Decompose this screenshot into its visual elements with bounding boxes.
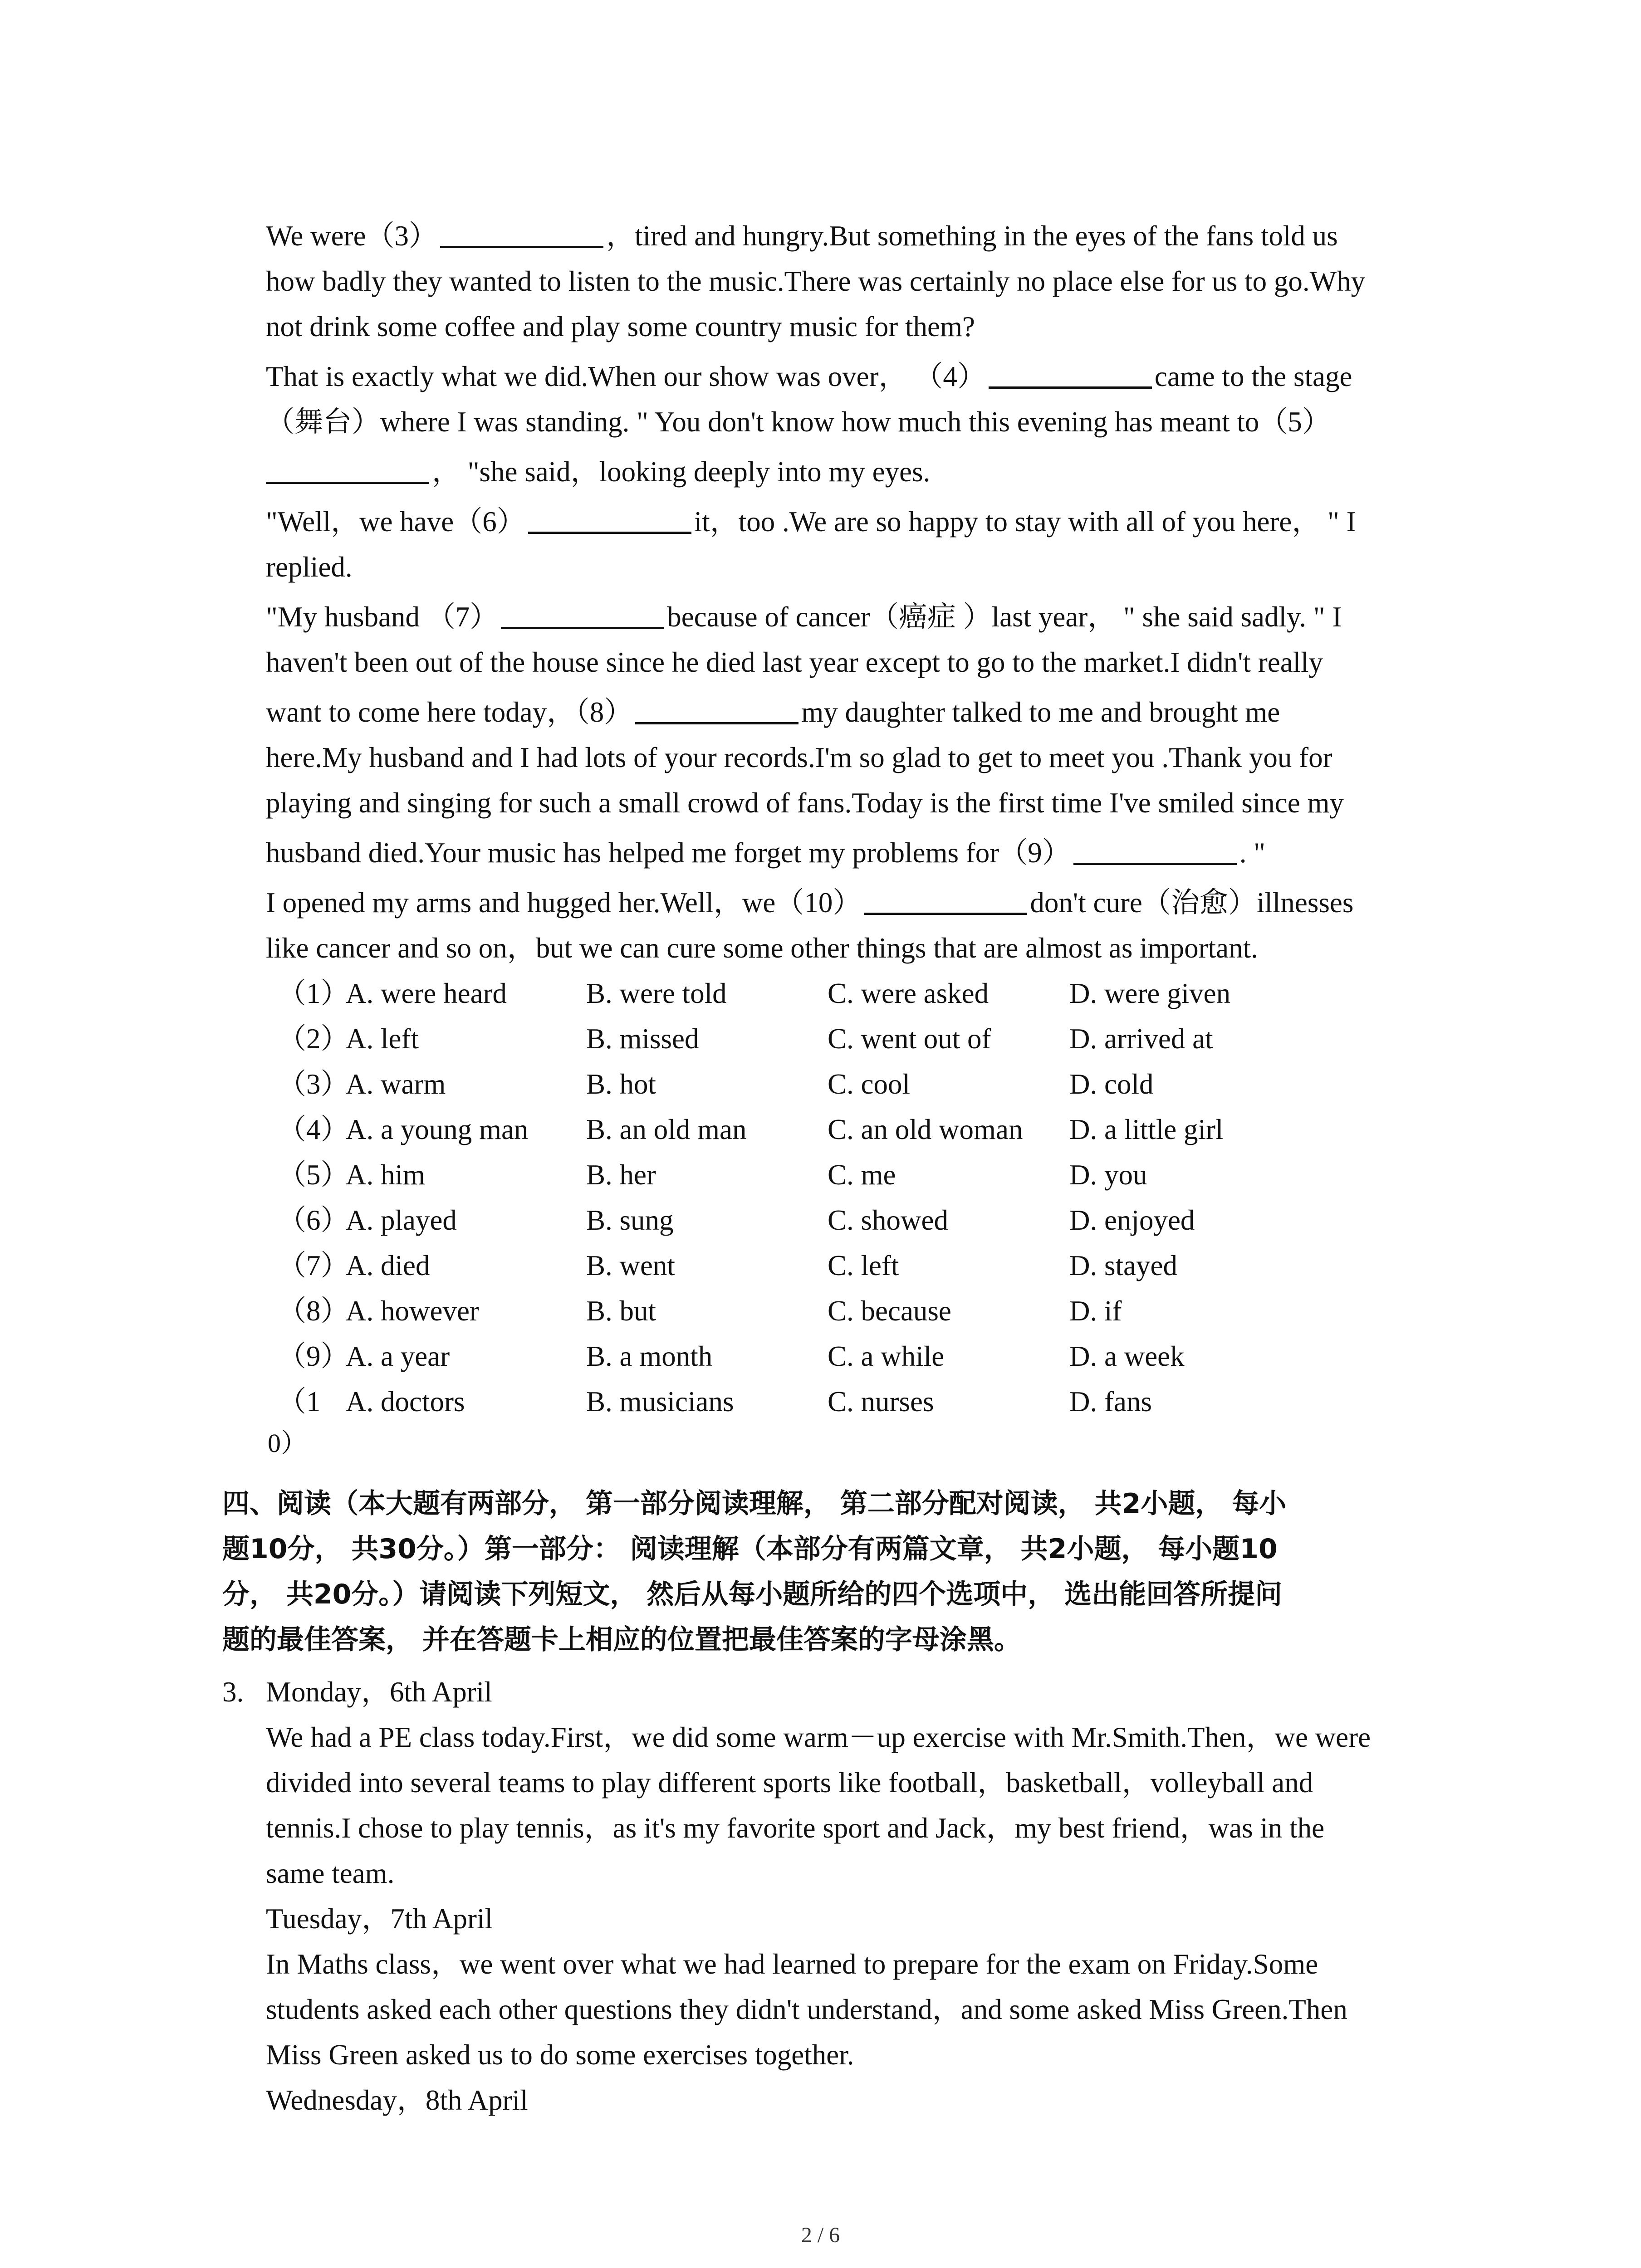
section-heading: 题的最佳答案， 并在答题卡上相应的位置把最佳答案的字母涂黑。 <box>222 1624 1021 1656</box>
passage-line: how badly they wanted to listen to the music.There was certainly no place else for us to go.Why <box>266 265 1366 297</box>
passage-line: I opened my arms and hugged her.Well，we（10） don't cure（治愈）illnesses <box>266 884 1353 922</box>
option-d[interactable]: D. a little girl <box>1069 1114 1224 1145</box>
passage-line: That is exactly what we did.When our show was over， （4） came to the stage <box>266 357 1352 396</box>
answer-blank[interactable] <box>864 885 1027 915</box>
option-a[interactable]: A. left <box>346 1023 419 1055</box>
option-c[interactable]: C. an old woman <box>828 1114 1023 1145</box>
passage-line: playing and singing for such a small crowd of fans.Today is the first time I've smiled since my <box>266 787 1344 819</box>
passage-line: Wednesday，8th April <box>266 2084 528 2116</box>
passage-line: same team. <box>266 1857 395 1889</box>
option-a[interactable]: A. were heard <box>346 978 507 1009</box>
passage-line: In Maths class，we went over what we had learned to prepare for the exam on Friday.Some <box>266 1948 1318 1980</box>
option-c[interactable]: C. me <box>828 1159 896 1191</box>
passage-line: Miss Green asked us to do some exercises together. <box>266 2039 854 2071</box>
passage-line: divided into several teams to play different sports like football，basketball，volleyball and <box>266 1767 1313 1799</box>
passage-line: like cancer and so on，but we can cure some other things that are almost as important. <box>266 932 1258 964</box>
exam-page: We were（3） ，tired and hungry.But something in the eyes of the fans told us how badly they wanted to listen to the music.There was certainly no place else for us to go.Why not drink some coffee and play some country music for them? That is exactly what we did.When our show was over， （4） came to the stage （舞台）where I was standing. " You don't know how much this evening has meant to（5） ， "she said，looking deeply into my eyes. "Well，we have（6） it，too .We are so happy to stay with all of you here， " I replied. "My husband （7） because of cancer（癌症 ）last year， " she said sadly. " I haven't been out of the house since he died last year except to go to the market.I didn't really want to come here today，（8） my daughter talked to me and brought me here.My husband and I had lots of your records.I'm so glad to get to meet you .Thank you for playing and singing for such a small crowd of fans.Today is the first time I've smiled since my husband died.Your music has helped me forget my problems for（9） . " I opened my arms and hugged her.Well，we（10） don't cure（治愈）illnesses like cancer and so on，but we can cure some other things that are almost as important. （1） A. were heard B. were told C. were asked D. were given （2） A. left B. missed C. went out of D. arrived at （3） A. warm B. hot C. cool D. cold （4） A. a young man B. an old man C. an old woman D. a little girl （5） A. him B. her C. me D. you （6） A. played B. sung C. showed D. enjoyed （7） A. died B. went C. left D. stayed （8） A. however B. but C. because D. if （9） A. a year B. a month C. a while D. a week （1 A. doctors B. musicians C. nurses D. fans 0） 四、阅读（本大题有两部分， 第一部分阅读理解， 第二部分配对阅读， 共2小题， 每小 题10分， 共30分。）第一部分： 阅读理解（本部分有两篇文章， 共2小题， 每小题10 分， 共20分。）请阅读下列短文， 然后从每小题所给的四个选项中， 选出能回答所提问 题的最佳答案， 并在答题卡上相应的位置把最佳答案的字母涂黑。 3. Monday，6th April We had a PE class today.First，we did some warm－up exercise with Mr.Smith.Then，we were divided into several teams to play different sports like football，basketball，volleyball and tennis.I chose to play tennis，as it's my favorite sport and Jack，my best friend，was in the same team. Tuesday，7th April In Maths class，we went over what we had learned to prepare for the exam on Friday.Some students asked each other questions they didn't understand，and some asked Miss Green.Then Miss Green asked us to do some exercises together. Wednesday，8th April 2 / 6 <box>0 0 1641 2268</box>
option-d[interactable]: D. you <box>1069 1159 1147 1191</box>
question-number: 3. <box>222 1676 244 1708</box>
section-heading: 题10分， 共30分。）第一部分： 阅读理解（本部分有两篇文章， 共2小题， 每小题10 <box>222 1533 1278 1565</box>
option-d[interactable]: D. fans <box>1069 1386 1152 1418</box>
passage-line: tennis.I chose to play tennis，as it's my favorite sport and Jack，my best friend，was in the <box>266 1812 1325 1844</box>
passage-line: Monday，6th April <box>266 1676 492 1708</box>
option-d[interactable]: D. stayed <box>1069 1250 1177 1281</box>
section-heading: 分， 共20分。）请阅读下列短文， 然后从每小题所给的四个选项中， 选出能回答所提问 <box>222 1579 1283 1610</box>
option-a[interactable]: A. a year <box>346 1340 450 1372</box>
passage-line: here.My husband and I had lots of your records.I'm so glad to get to meet you .Thank you for <box>266 742 1332 773</box>
passage-line: husband died.Your music has helped me forget my problems for（9） . " <box>266 834 1265 872</box>
answer-blank[interactable] <box>266 455 429 484</box>
passage-line: want to come here today，（8） my daughter talked to me and brought me <box>266 693 1280 731</box>
option-b[interactable]: B. a month <box>586 1340 713 1372</box>
section-heading: 四、阅读（本大题有两部分， 第一部分阅读理解， 第二部分配对阅读， 共2小题， 每小 <box>222 1488 1287 1520</box>
option-b[interactable]: B. but <box>586 1295 656 1327</box>
option-c[interactable]: C. left <box>828 1250 899 1281</box>
option-c[interactable]: C. nurses <box>828 1386 934 1418</box>
option-d[interactable]: D. enjoyed <box>1069 1204 1195 1236</box>
passage-line: not drink some coffee and play some country music for them? <box>266 311 975 342</box>
answer-blank[interactable] <box>440 219 603 248</box>
option-b[interactable]: B. an old man <box>586 1114 747 1145</box>
option-b[interactable]: B. were told <box>586 978 727 1009</box>
question-number-continued: 0） <box>268 1428 308 1458</box>
option-d[interactable]: D. arrived at <box>1069 1023 1213 1055</box>
option-c[interactable]: C. went out of <box>828 1023 991 1055</box>
option-b[interactable]: B. went <box>586 1250 675 1281</box>
option-b[interactable]: B. missed <box>586 1023 699 1055</box>
passage-line: ， "she said，looking deeply into my eyes. <box>266 453 930 491</box>
passage-line: We were（3） ，tired and hungry.But something in the eyes of the fans told us <box>266 217 1338 255</box>
option-a[interactable]: A. played <box>346 1204 457 1236</box>
option-d[interactable]: D. a week <box>1069 1340 1185 1372</box>
passage-line: students asked each other questions they didn't understand，and some asked Miss Green.Then <box>266 1994 1347 2025</box>
option-b[interactable]: B. hot <box>586 1068 656 1100</box>
option-d[interactable]: D. were given <box>1069 978 1231 1009</box>
option-b[interactable]: B. sung <box>586 1204 674 1236</box>
passage-line: "Well，we have（6） it，too .We are so happy to stay with all of you here， " I <box>266 503 1356 541</box>
passage-line: haven't been out of the house since he died last year except to go to the market.I didn't really <box>266 646 1323 678</box>
option-c[interactable]: C. were asked <box>828 978 989 1009</box>
option-c[interactable]: C. showed <box>828 1204 948 1236</box>
option-a[interactable]: A. a young man <box>346 1114 529 1145</box>
option-c[interactable]: C. because <box>828 1295 951 1327</box>
option-a[interactable]: A. him <box>346 1159 426 1191</box>
option-a[interactable]: A. doctors <box>346 1386 465 1418</box>
option-d[interactable]: D. if <box>1069 1295 1122 1327</box>
passage-line: （舞台）where I was standing. " You don't know how much this evening has meant to（5） <box>266 406 1331 438</box>
option-a[interactable]: A. died <box>346 1250 430 1281</box>
answer-blank[interactable] <box>635 695 798 724</box>
option-b[interactable]: B. musicians <box>586 1386 734 1418</box>
option-c[interactable]: C. cool <box>828 1068 910 1100</box>
answer-blank[interactable] <box>989 359 1152 389</box>
page-number: 2 / 6 <box>801 2223 840 2247</box>
answer-blank[interactable] <box>1073 836 1237 865</box>
answer-blank[interactable] <box>501 600 664 629</box>
option-a[interactable]: A. warm <box>346 1068 446 1100</box>
passage-line: "My husband （7） because of cancer（癌症 ）last year， " she said sadly. " I <box>266 598 1342 636</box>
answer-blank[interactable] <box>528 504 691 534</box>
option-b[interactable]: B. her <box>586 1159 656 1191</box>
option-c[interactable]: C. a while <box>828 1340 945 1372</box>
passage-line: We had a PE class today.First，we did some warm－up exercise with Mr.Smith.Then，we were <box>266 1721 1371 1753</box>
passage-line: replied. <box>266 551 353 583</box>
option-a[interactable]: A. however <box>346 1295 479 1327</box>
option-d[interactable]: D. cold <box>1069 1068 1154 1100</box>
passage-line: Tuesday，7th April <box>266 1903 493 1935</box>
